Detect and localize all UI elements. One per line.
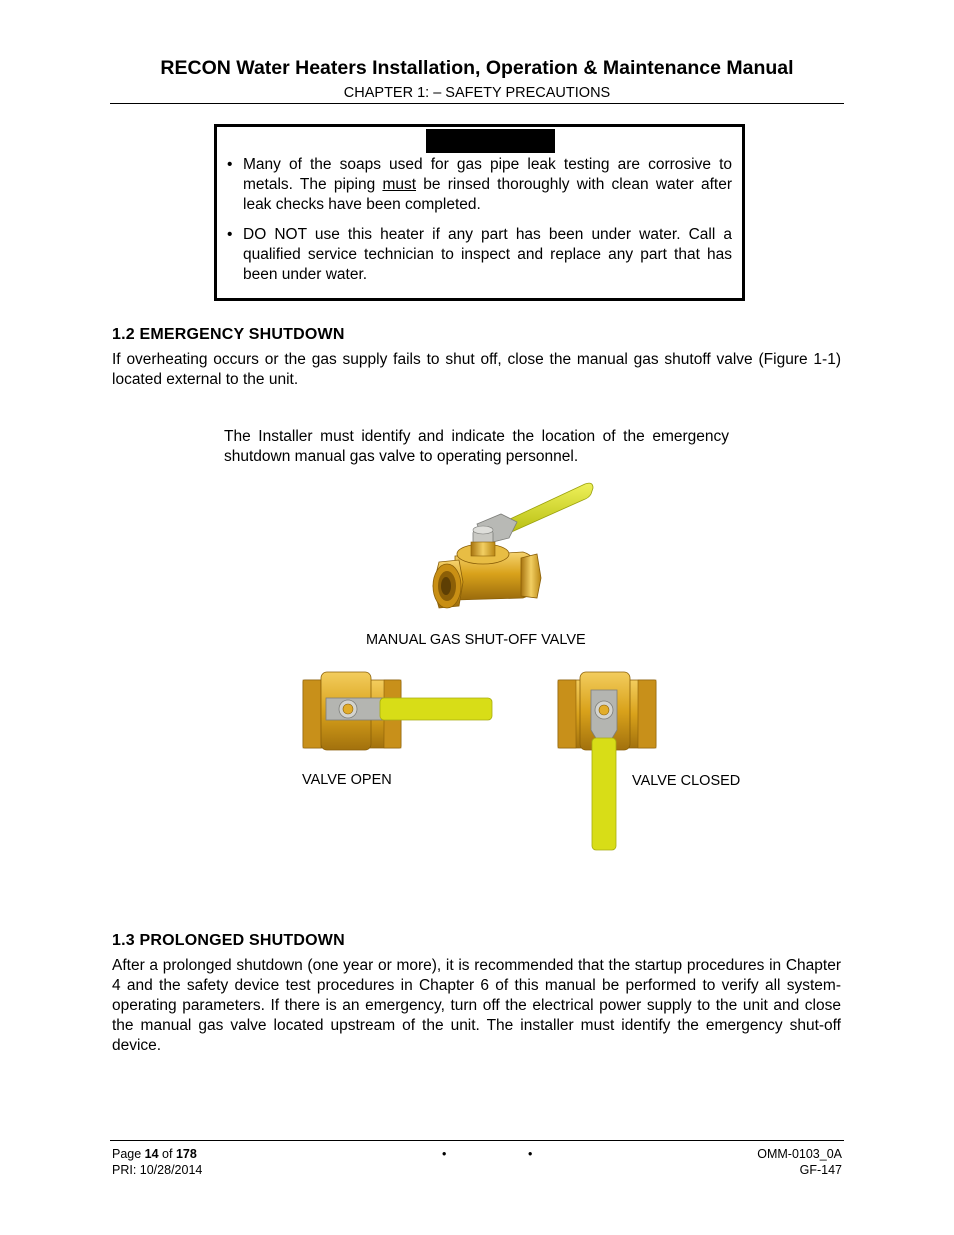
warning-list <box>227 155 732 295</box>
section-1-2-heading: 1.2 EMERGENCY SHUTDOWN <box>112 326 345 343</box>
chapter-title: CHAPTER 1: – SAFETY PRECAUTIONS <box>343 85 611 101</box>
valve-open-diagram <box>300 668 495 754</box>
warning-box <box>214 124 745 301</box>
warning-item-soaps-emphasis: must <box>382 176 417 193</box>
page-number <box>112 1146 197 1162</box>
footer-bullet-left: • <box>442 1147 447 1161</box>
page-total: 178 <box>175 1147 197 1161</box>
footer-bullet-right: • <box>528 1147 533 1161</box>
valve-closed-diagram <box>555 668 659 854</box>
warning-item-water: • DO NOT use this heater if any part has been under water. Call a qualified service technician to inspect and replace any part that has been under water. <box>227 225 732 285</box>
valve-closed-caption: VALVE CLOSED <box>632 773 741 789</box>
footer-rule <box>110 1140 844 1141</box>
warning-item-soaps-text-1: Many of the soaps used for gas pipe leak testing are corrosive to metals. The piping <box>243 156 732 193</box>
installer-note: The Installer must identify and indicate the location of the emergency shutdown manual gas valve to operating personnel. <box>224 428 729 465</box>
valve-open-caption: VALVE OPEN <box>302 772 392 788</box>
warning-item-soaps-text-2: be rinsed thoroughly with clean water after leak checks have been completed. <box>243 176 732 213</box>
page-prefix: Page <box>112 1147 145 1161</box>
figure-main-caption: MANUAL GAS SHUT-OFF VALVE <box>366 632 586 648</box>
warning-item-soaps <box>227 155 732 215</box>
section-1-3-heading: 1.3 PROLONGED SHUTDOWN <box>112 932 345 949</box>
form-number: GF-147 <box>799 1163 842 1177</box>
pri-date: PRI: 10/28/2014 <box>112 1163 203 1177</box>
warning-label-bar <box>426 129 555 153</box>
doc-number: OMM-0103_0A <box>757 1147 842 1161</box>
page-of: of <box>158 1147 176 1161</box>
document-title: RECON Water Heaters Installation, Operation & Maintenance Manual <box>160 57 794 79</box>
page-current: 14 <box>144 1147 159 1161</box>
section-1-3-body: After a prolonged shutdown (one year or more), it is recommended that the startup procedures in Chapter 4 and the safety device test procedures in Chapter 6 of this manual be performed to verify all system-operating parameters. If there is an emergency, turn off the electrical power supply to the unit and close the manual gas valve located upstream of the unit. The installer must identify the emergency shut-off device. <box>112 957 841 1054</box>
header-rule <box>110 103 844 104</box>
section-1-2-body: If overheating occurs or the gas supply fails to shut off, close the manual gas shutoff valve (Figure 1-1) located external to the unit. <box>112 351 841 388</box>
valve-3d-image <box>425 478 605 628</box>
